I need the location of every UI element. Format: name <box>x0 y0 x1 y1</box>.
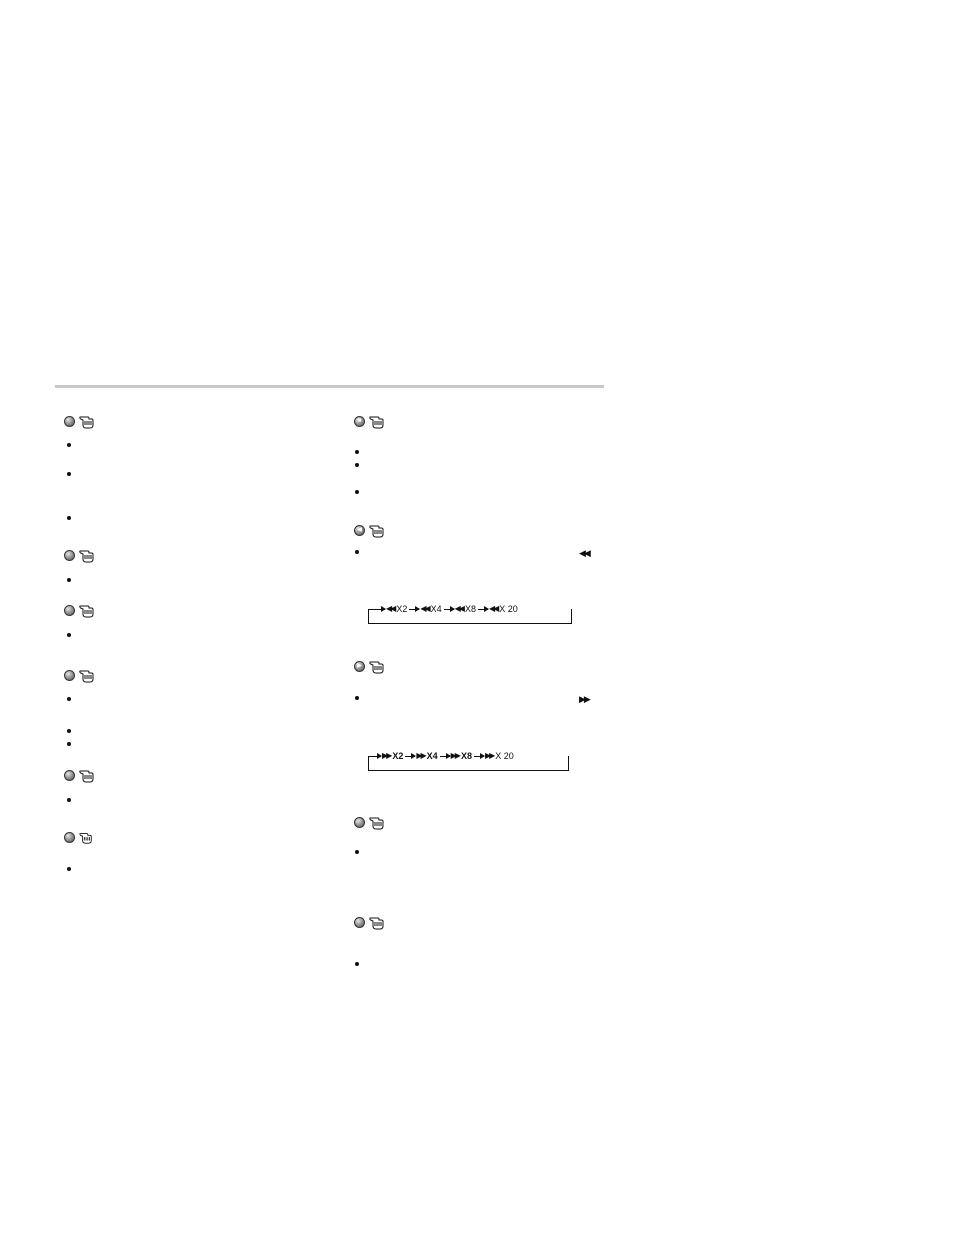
section-header-3 <box>64 603 96 618</box>
speed-label: X 20 <box>499 604 518 614</box>
bullet-dot-icon <box>67 729 71 733</box>
speed-label: X2 <box>392 751 404 761</box>
rewind-ball-icon: ◀ <box>354 525 365 536</box>
bullet-dot-icon <box>67 578 71 582</box>
section-ball-icon <box>64 416 75 427</box>
forward-ball-icon: ▶ <box>354 661 365 672</box>
bullet-dot-icon <box>355 696 359 700</box>
speed-label: X4 <box>426 751 438 761</box>
bullet-dot-icon <box>67 742 71 746</box>
section-header-6 <box>64 831 94 844</box>
speed-label: X8 <box>460 751 472 761</box>
pointing-hand-icon <box>79 668 96 683</box>
pointing-hand-icon <box>79 414 96 429</box>
section-header-rewind <box>354 523 386 538</box>
section-ball-icon: ■ <box>354 416 365 427</box>
section-ball-icon <box>64 670 75 681</box>
rewind-icon: ◀◀ <box>579 548 589 558</box>
bullet-dot-icon <box>355 962 359 966</box>
section-ball-icon <box>64 770 75 781</box>
section-header-1 <box>64 414 96 429</box>
section-ball-icon <box>354 817 365 828</box>
pointing-hand-icon <box>79 603 96 618</box>
rewind-icon: ◀◀ <box>420 604 429 613</box>
rewind-speed-sequence <box>368 604 573 628</box>
pointing-hand-icon <box>79 768 96 783</box>
pointing-hand-icon <box>369 815 386 830</box>
rewind-icon: ◀◀ <box>454 604 463 613</box>
forward-speed-sequence <box>368 751 573 775</box>
rewind-icon: ◀◀ <box>386 604 395 613</box>
section-header-7 <box>354 414 386 429</box>
fast-forward-icon: ▶▶ <box>382 751 391 760</box>
fast-forward-icon: ▶▶ <box>579 694 589 704</box>
speed-label: X4 <box>430 604 442 614</box>
bullet-dot-icon <box>67 798 71 802</box>
section-header-9 <box>354 915 386 930</box>
pointing-hand-icon <box>369 414 386 429</box>
bullet-dot-icon <box>355 490 359 494</box>
pointing-hand-icon <box>369 915 386 930</box>
loop-frame <box>368 756 569 771</box>
section-divider <box>55 385 604 388</box>
section-header-4 <box>64 668 96 683</box>
section-header-forward <box>354 659 386 674</box>
bullet-dot-icon <box>67 867 71 871</box>
pointing-hand-icon <box>369 659 386 674</box>
bullet-dot-icon <box>67 443 71 447</box>
section-header-2 <box>64 548 96 563</box>
bullet-dot-icon <box>355 463 359 467</box>
speed-label: X2 <box>396 604 408 614</box>
speed-label: X8 <box>464 604 476 614</box>
bullet-dot-icon <box>67 472 71 476</box>
speed-label: X 20 <box>495 751 514 761</box>
bullet-dot-icon <box>355 450 359 454</box>
bullet-dot-icon <box>355 550 359 554</box>
section-ball-icon <box>64 832 75 843</box>
fast-forward-icon: ▶▶ <box>450 751 459 760</box>
section-ball-icon <box>64 550 75 561</box>
loop-frame <box>368 609 572 624</box>
bullet-dot-icon <box>355 850 359 854</box>
section-ball-icon <box>64 605 75 616</box>
pointing-hand-icon <box>79 831 94 844</box>
pointing-hand-icon <box>369 523 386 538</box>
rewind-icon: ◀◀ <box>488 604 498 613</box>
fast-forward-icon: ▶▶ <box>416 751 425 760</box>
pointing-hand-icon <box>79 548 96 563</box>
bullet-dot-icon <box>67 633 71 637</box>
section-header-8 <box>354 815 386 830</box>
section-ball-icon <box>354 917 365 928</box>
fast-forward-icon: ▶▶ <box>484 751 494 760</box>
bullet-dot-icon <box>67 516 71 520</box>
section-header-5 <box>64 768 96 783</box>
bullet-dot-icon <box>67 697 71 701</box>
